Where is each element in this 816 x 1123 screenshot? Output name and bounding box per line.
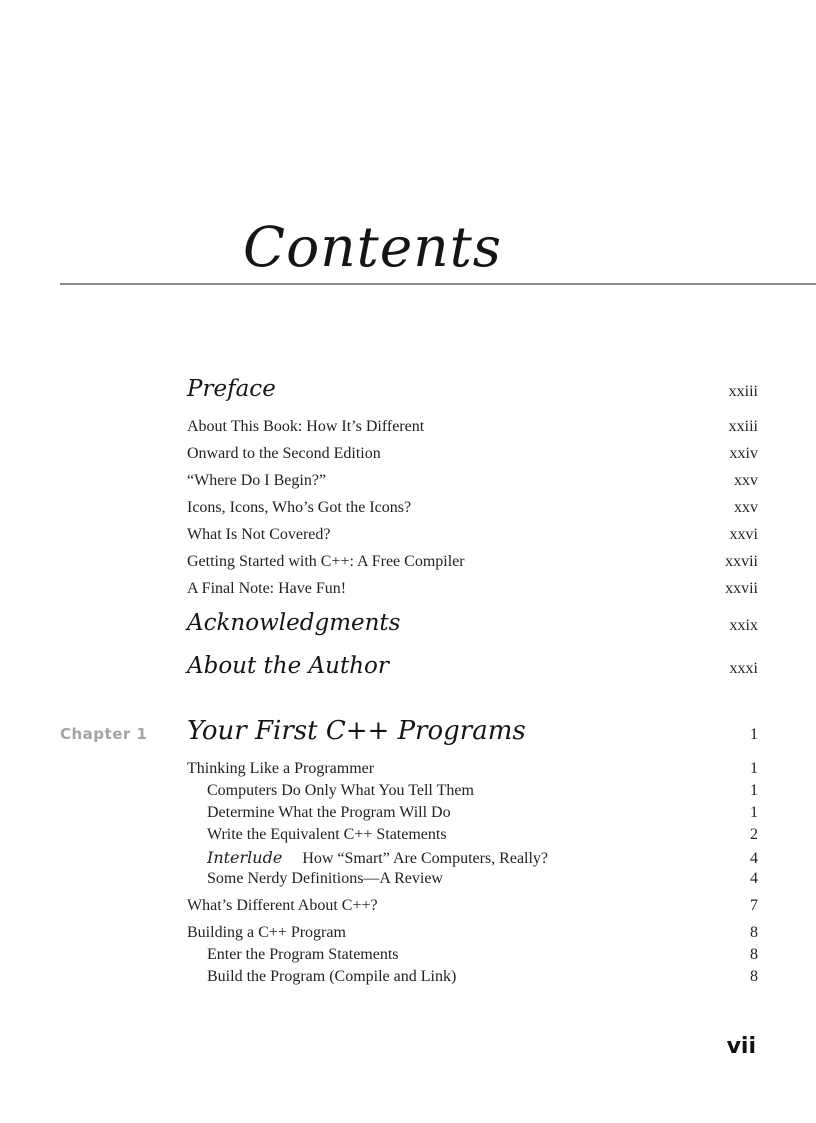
page-number: 8: [750, 968, 758, 985]
toc-entry[interactable]: [187, 580, 758, 598]
title-underline: [60, 283, 816, 285]
entry-title: Building a C++ Program: [187, 924, 346, 941]
entry-title: Thinking Like a Programmer: [187, 760, 375, 777]
page-number: xxv: [734, 499, 758, 516]
entry-title: Onward to the Second Edition: [187, 445, 381, 462]
page-number: xxix: [729, 617, 758, 634]
entry-title: Some Nerdy Definitions—A Review: [207, 870, 443, 887]
page-number: xxiii: [728, 418, 758, 435]
interlude-label: Interlude: [207, 848, 283, 867]
chapter-number-label: Chapter 1: [60, 725, 148, 743]
page-number: xxvii: [725, 553, 758, 570]
entry-title: Icons, Icons, Who’s Got the Icons?: [187, 499, 412, 516]
page-number: 1: [750, 760, 758, 777]
page-number: xxvii: [725, 580, 758, 597]
page-number: 1: [750, 782, 758, 799]
entry-title: What’s Different About C++?: [187, 897, 378, 914]
section-title: Acknowledgments: [187, 610, 401, 636]
entry-title: Computers Do Only What You Tell Them: [207, 782, 474, 799]
entry-title: What Is Not Covered?: [187, 526, 331, 543]
page-number: 2: [750, 826, 758, 843]
toc-entry[interactable]: [187, 553, 758, 571]
toc-section-about-author[interactable]: [187, 653, 758, 679]
page-title: Contents: [243, 215, 503, 279]
page-number: 1: [750, 804, 758, 821]
page-number: xxiv: [729, 445, 758, 462]
section-title: About the Author: [187, 653, 389, 679]
page-number: xxiii: [728, 383, 758, 400]
section-title: Preface: [187, 376, 276, 402]
page-number: xxvi: [729, 526, 758, 543]
toc-subentry[interactable]: [207, 804, 758, 822]
entry-title: About This Book: How It’s Different: [187, 418, 425, 435]
page-number: 1: [750, 726, 758, 743]
toc-entry[interactable]: [187, 760, 758, 778]
page-folio: vii: [726, 1034, 756, 1059]
entry-title: Enter the Program Statements: [207, 946, 399, 963]
toc-section-preface[interactable]: [187, 376, 758, 402]
toc-subentry[interactable]: [207, 968, 758, 986]
toc-entry[interactable]: [187, 445, 758, 463]
chapter-title: Your First C++ Programs: [187, 716, 526, 746]
toc-entry[interactable]: [187, 499, 758, 517]
toc-subentry-interlude[interactable]: [207, 848, 758, 868]
entry-title: Write the Equivalent C++ Statements: [207, 826, 447, 843]
page-number: 4: [750, 850, 758, 867]
entry-title: A Final Note: Have Fun!: [187, 580, 347, 597]
entry-title: How “Smart” Are Computers, Really?: [302, 850, 549, 867]
entry-title: Determine What the Program Will Do: [207, 804, 451, 821]
toc-entry[interactable]: [187, 526, 758, 544]
page-number: 7: [750, 897, 758, 914]
page-number: xxv: [734, 472, 758, 489]
entry-title: Getting Started with C++: A Free Compiler: [187, 553, 465, 570]
toc-subentry[interactable]: [207, 946, 758, 964]
page-number: 8: [750, 924, 758, 941]
page-number: 8: [750, 946, 758, 963]
toc-section-acknowledgments[interactable]: [187, 610, 758, 636]
entry-title: Build the Program (Compile and Link): [207, 968, 457, 985]
toc-subentry[interactable]: [207, 782, 758, 800]
toc-entry[interactable]: [187, 897, 758, 915]
toc-chapter-1[interactable]: [187, 716, 758, 746]
toc-subentry[interactable]: [207, 826, 758, 844]
toc-entry[interactable]: [187, 472, 758, 490]
page-number: 4: [750, 870, 758, 887]
entry-title: “Where Do I Begin?”: [187, 472, 327, 489]
toc-entry[interactable]: [187, 418, 758, 436]
page-number: xxxi: [729, 660, 758, 677]
toc-entry[interactable]: [187, 924, 758, 942]
toc-subentry[interactable]: [207, 870, 758, 888]
